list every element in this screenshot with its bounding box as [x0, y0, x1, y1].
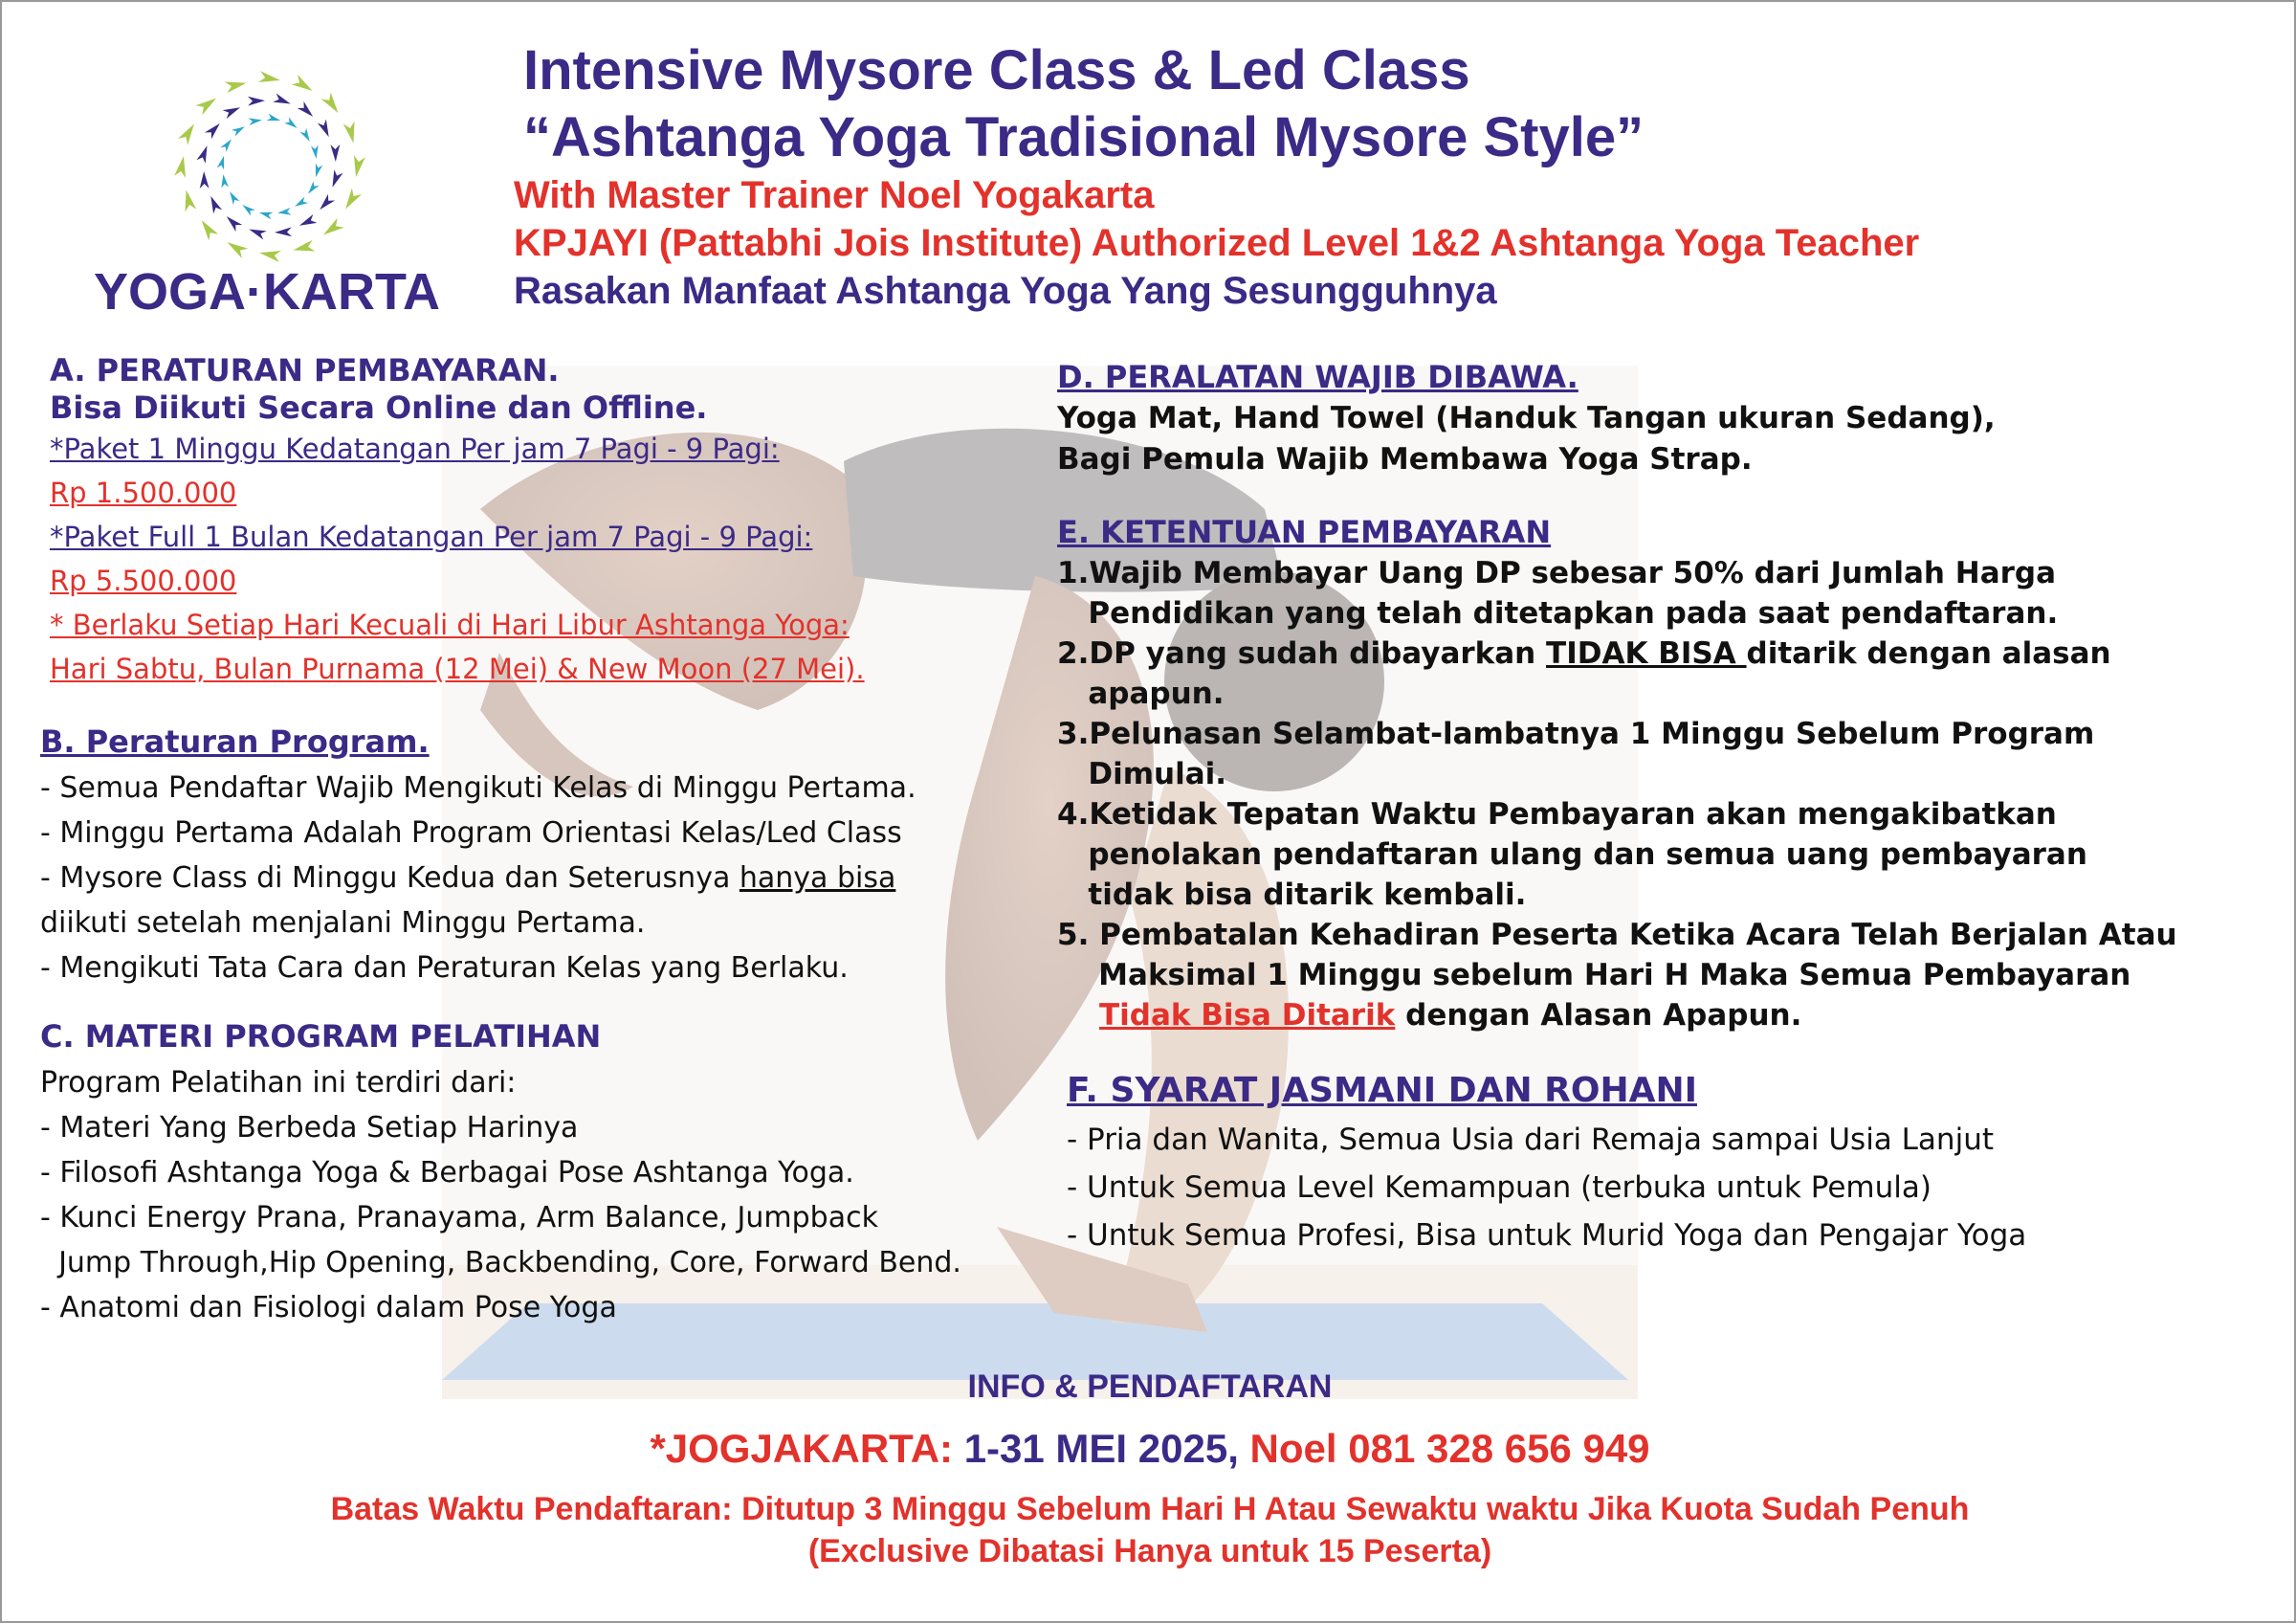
- payment-term: penolakan pendaftaran ulang dan semua uang pembayaran: [1057, 837, 2087, 872]
- contact-phone: Noel 081 328 656 949: [1238, 1426, 1650, 1471]
- requirement-item: - Untuk Semua Level Kemampuan (terbuka untuk Pemula): [1067, 1170, 1932, 1205]
- program-rule-text: - Mysore Class di Minggu Kedua dan Seterusnya: [40, 861, 740, 895]
- section-c-heading: C. MATERI PROGRAM PELATIHAN: [40, 1018, 602, 1055]
- material-item: - Kunci Energy Prana, Pranayama, Arm Balance, Jumpback: [40, 1201, 878, 1234]
- payment-term: tidak bisa ditarik kembali.: [1057, 878, 1527, 912]
- equipment-line: Bagi Pemula Wajib Membawa Yoga Strap.: [1057, 442, 1753, 477]
- payment-term: Maksimal 1 Minggu sebelum Hari H Maka Semua Pembayaran: [1057, 958, 2131, 992]
- program-rule: [40, 856, 916, 900]
- payment-term: 1.Wajib Membayar Uang DP sebesar 50% dari Jumlah Harga: [1057, 556, 2057, 590]
- section-a-heading: A. PERATURAN PEMBAYARAN.: [50, 352, 560, 389]
- program-rule: - Semua Pendaftar Wajib Mengikuti Kelas di Minggu Pertama.: [40, 771, 916, 805]
- event-city: *JOGJAKARTA:: [650, 1426, 954, 1471]
- holiday-note-1: * Berlaku Setiap Hari Kecuali di Hari Libur Ashtanga Yoga:: [50, 609, 850, 641]
- program-rule: - Minggu Pertama Adalah Program Orientasi Kelas/Led Class: [40, 816, 902, 850]
- payment-term-text: dengan Alasan Apapun.: [1395, 998, 1802, 1033]
- logo-wordmark: YOGA·KARTA: [94, 263, 440, 321]
- package-2-price: Rp 5.500.000: [50, 565, 237, 597]
- title-line-2: “Ashtanga Yoga Tradisional Mysore Style”: [523, 106, 1645, 168]
- program-rule: - Mengikuti Tata Cara dan Peraturan Kelas yang Berlaku.: [40, 951, 849, 985]
- materials-intro: Program Pelatihan ini terdiri dari:: [40, 1066, 517, 1100]
- registration-deadline: Batas Waktu Pendaftaran: Ditutup 3 Minggu Sebelum Hari H Atau Sewaktu waktu Jika Kuota Sudah Penuh: [330, 1491, 1970, 1527]
- event-contact-line: [2, 1426, 2296, 1472]
- payment-term: [1057, 634, 2177, 674]
- payment-term-emphasis: Tidak Bisa Ditarik: [1099, 998, 1396, 1033]
- package-1-price: Rp 1.500.000: [50, 477, 237, 509]
- tagline: Rasakan Manfaat Ashtanga Yoga Yang Sesungguhnya: [514, 270, 1497, 312]
- requirement-item: - Pria dan Wanita, Semua Usia dari Remaja sampai Usia Lanjut: [1067, 1123, 1994, 1157]
- online-offline-note: Bisa Diikuti Secara Online dan Offline.: [50, 389, 708, 426]
- credential-line: KPJAYI (Pattabhi Jois Institute) Authorized Level 1&2 Ashtanga Yoga Teacher: [514, 222, 1920, 264]
- payment-term: 3.Pelunasan Selambat-lambatnya 1 Minggu Sebelum Program: [1057, 717, 2095, 751]
- material-item: - Materi Yang Berbeda Setiap Harinya: [40, 1111, 579, 1145]
- material-item: Jump Through,Hip Opening, Backbending, Core, Forward Bend.: [40, 1246, 961, 1279]
- equipment-line: Yoga Mat, Hand Towel (Handuk Tangan ukuran Sedang),: [1057, 401, 1996, 435]
- section-e-heading: E. KETENTUAN PEMBAYARAN: [1057, 514, 1552, 550]
- section-physical-requirements: [1067, 1066, 2026, 1259]
- program-rule: diikuti setelah menjalani Minggu Pertama.: [40, 906, 646, 940]
- payment-term: 5. Pembatalan Kehadiran Peserta Ketika Acara Telah Berjalan Atau: [1057, 918, 2177, 952]
- info-heading: INFO & PENDAFTARAN: [967, 1368, 1333, 1405]
- section-f-heading: F. SYARAT JASMANI DAN ROHANI: [1067, 1071, 1697, 1110]
- program-rule-emphasis: hanya bisa: [739, 861, 896, 895]
- package-2-label: *Paket Full 1 Bulan Kedatangan Per jam 7 Pagi - 9 Pagi:: [50, 521, 813, 553]
- mandala-arrows-icon: [165, 61, 375, 272]
- payment-term-emphasis: TIDAK BISA: [1546, 636, 1747, 671]
- material-item: - Anatomi dan Fisiologi dalam Pose Yoga: [40, 1291, 617, 1324]
- section-program-rules: [40, 718, 916, 990]
- payment-term: Pendidikan yang telah ditetapkan pada saat pendaftaran.: [1057, 596, 2059, 631]
- quota-note: (Exclusive Dibatasi Hanya untuk 15 Peserta): [807, 1533, 1492, 1569]
- payment-term: [1057, 995, 2177, 1035]
- payment-term-text: ditarik dengan alasan: [1746, 636, 2111, 671]
- payment-term: 4.Ketidak Tepatan Waktu Pembayaran akan mengakibatkan: [1057, 797, 2057, 832]
- section-training-materials: [40, 1012, 961, 1330]
- package-1-label: *Paket 1 Minggu Kedatangan Per jam 7 Pagi - 9 Pagi:: [50, 433, 780, 465]
- section-payment-terms: [1057, 511, 2177, 1035]
- title-line-1: Intensive Mysore Class & Led Class: [523, 39, 1470, 101]
- section-required-equipment: [1057, 356, 1996, 480]
- holiday-note-2: Hari Sabtu, Bulan Purnama (12 Mei) & New Moon (27 Mei).: [50, 653, 865, 685]
- payment-term: Dimulai.: [1057, 757, 1227, 791]
- payment-term-text: 2.DP yang sudah dibayarkan: [1057, 636, 1547, 671]
- event-dates: 1-31 MEI 2025,: [953, 1426, 1239, 1471]
- material-item: - Filosofi Ashtanga Yoga & Berbagai Pose Ashtanga Yoga.: [40, 1156, 854, 1189]
- section-b-heading: B. Peraturan Program.: [40, 723, 430, 760]
- section-payment-rules: [50, 352, 865, 691]
- payment-term: apapun.: [1057, 677, 1225, 711]
- requirement-item: - Untuk Semua Profesi, Bisa untuk Murid Yoga dan Pengajar Yoga: [1067, 1218, 2027, 1253]
- section-d-heading: D. PERALATAN WAJIB DIBAWA.: [1057, 359, 1578, 395]
- trainer-line: With Master Trainer Noel Yogakarta: [514, 174, 1155, 216]
